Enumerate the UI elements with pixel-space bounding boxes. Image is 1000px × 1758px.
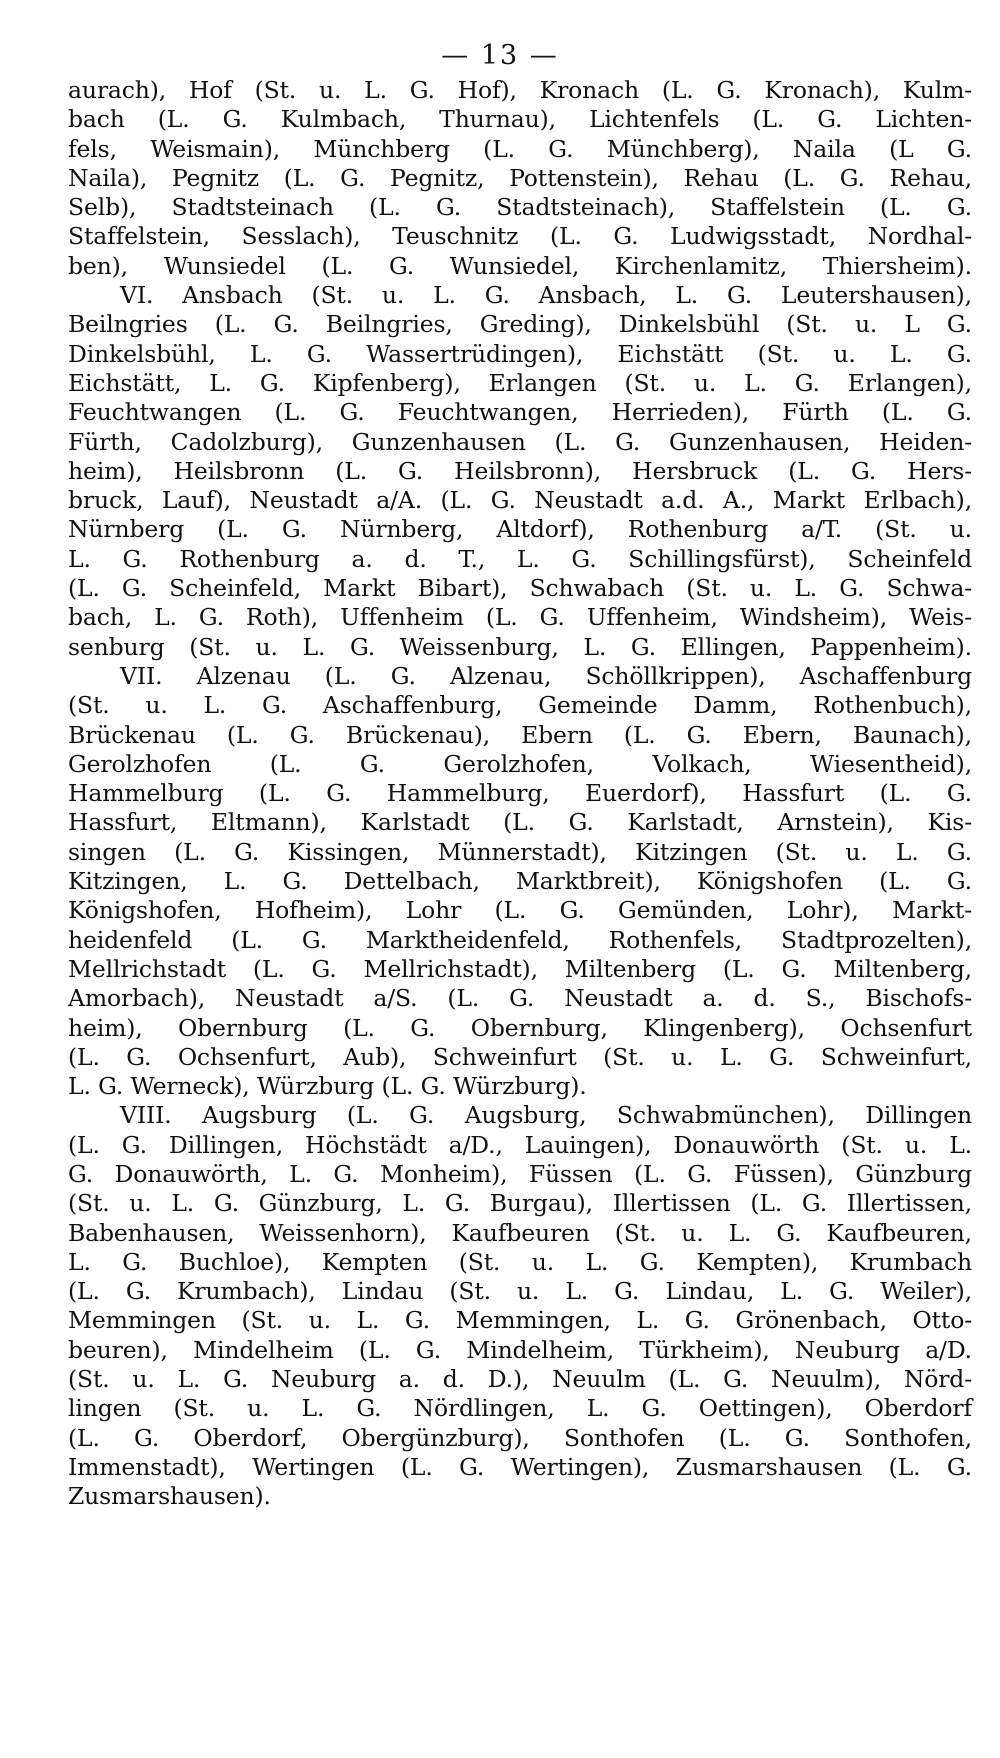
text-line: Zusmarshausen). — [68, 1482, 271, 1511]
text-line: Gerolzhofen (L. G. Gerolzhofen, Volkach, Wiesentheid), — [68, 749, 972, 778]
text-line: fels, Weismain), Münchberg (L. G. Münchberg), Naila (L G. — [68, 134, 972, 163]
text-line: Amorbach), Neustadt a/S. (L. G. Neustadt a. d. S., Bischofs- — [68, 984, 972, 1013]
text-line: VI. Ansbach (St. u. L. G. Ansbach, L. G. Leutershausen), — [120, 281, 972, 310]
text-line: (St. u. L. G. Neuburg a. d. D.), Neuulm (L. G. Neuulm), Nörd- — [68, 1365, 972, 1394]
text-line: Memmingen (St. u. L. G. Memmingen, L. G. Grönenbach, Otto- — [68, 1306, 972, 1335]
text-line: Selb), Stadtsteinach (L. G. Stadtsteinach), Staffelstein (L. G. — [68, 193, 972, 222]
text-line: (L. G. Dillingen, Höchstädt a/D., Lauingen), Donauwörth (St. u. L. — [68, 1130, 972, 1159]
text-line: ben), Wunsiedel (L. G. Wunsiedel, Kirchenlamitz, Thiersheim). — [68, 251, 972, 280]
text-line: aurach), Hof (St. u. L. G. Hof), Kronach (L. G. Kronach), Kulm- — [68, 76, 972, 104]
text-line: Staffelstein, Sesslach), Teuschnitz (L. G. Ludwigsstadt, Nordhal- — [68, 222, 972, 251]
text-line: Feuchtwangen (L. G. Feuchtwangen, Herrieden), Fürth (L. G. — [68, 398, 972, 427]
text-line: heidenfeld (L. G. Marktheidenfeld, Rothenfels, Stadtprozelten), — [68, 925, 972, 954]
text-line: (L. G. Scheinfeld, Markt Bibart), Schwabach (St. u. L. G. Schwa- — [68, 574, 972, 603]
text-line: singen (L. G. Kissingen, Münnerstadt), Kitzingen (St. u. L. G. — [68, 837, 972, 866]
text-line: (St. u. L. G. Günzburg, L. G. Burgau), Illertissen (L. G. Illertissen, — [68, 1189, 972, 1218]
text-line: lingen (St. u. L. G. Nördlingen, L. G. Oettingen), Oberdorf — [68, 1394, 972, 1423]
text-line: (L. G. Ochsenfurt, Aub), Schweinfurt (St. u. L. G. Schweinfurt, — [68, 1042, 972, 1071]
text-line: Brückenau (L. G. Brückenau), Ebern (L. G. Ebern, Baunach), — [68, 720, 972, 749]
text-line: Babenhausen, Weissenhorn), Kaufbeuren (St. u. L. G. Kaufbeuren, — [68, 1218, 972, 1247]
text-line: L. G. Buchloe), Kempten (St. u. L. G. Kempten), Krumbach — [68, 1247, 972, 1276]
text-line: Fürth, Cadolzburg), Gunzenhausen (L. G. Gunzenhausen, Heiden- — [68, 427, 972, 456]
text-line: Dinkelsbühl, L. G. Wassertrüdingen), Eichstätt (St. u. L. G. — [68, 339, 972, 368]
text-line: Immenstadt), Wertingen (L. G. Wertingen), Zusmarshausen (L. G. — [68, 1452, 972, 1481]
text-line: VIII. Augsburg (L. G. Augsburg, Schwabmünchen), Dillingen — [120, 1101, 972, 1130]
text-line: Beilngries (L. G. Beilngries, Greding), Dinkelsbühl (St. u. L G. — [68, 310, 972, 339]
text-line: bruck, Lauf), Neustadt a/A. (L. G. Neustadt a.d. A., Markt Erlbach), — [68, 486, 972, 515]
text-line: (St. u. L. G. Aschaffenburg, Gemeinde Damm, Rothenbuch), — [68, 691, 972, 720]
text-line: Naila), Pegnitz (L. G. Pegnitz, Pottenstein), Rehau (L. G. Rehau, — [68, 163, 972, 192]
text-line: Mellrichstadt (L. G. Mellrichstadt), Miltenberg (L. G. Miltenberg, — [68, 954, 972, 983]
text-line: Kitzingen, L. G. Dettelbach, Marktbreit), Königshofen (L. G. — [68, 867, 972, 896]
text-line: L. G. Werneck), Würzburg (L. G. Würzburg). — [68, 1072, 587, 1101]
text-line: bach (L. G. Kulmbach, Thurnau), Lichtenfels (L. G. Lichten- — [68, 105, 972, 134]
text-line: Hammelburg (L. G. Hammelburg, Euerdorf), Hassfurt (L. G. — [68, 779, 972, 808]
text-line: Hassfurt, Eltmann), Karlstadt (L. G. Karlstadt, Arnstein), Kis- — [68, 808, 972, 837]
text-line: beuren), Mindelheim (L. G. Mindelheim, Türkheim), Neuburg a/D. — [68, 1335, 972, 1364]
text-line: (L. G. Oberdorf, Obergünzburg), Sonthofen (L. G. Sonthofen, — [68, 1423, 972, 1452]
text-line: heim), Obernburg (L. G. Obernburg, Klingenberg), Ochsenfurt — [68, 1013, 972, 1042]
text-line: VII. Alzenau (L. G. Alzenau, Schöllkrippen), Aschaffenburg — [120, 661, 972, 690]
text-line: Eichstätt, L. G. Kipfenberg), Erlangen (St. u. L. G. Erlangen), — [68, 368, 972, 397]
text-line: Königshofen, Hofheim), Lohr (L. G. Gemünden, Lohr), Markt- — [68, 896, 972, 925]
text-line: heim), Heilsbronn (L. G. Heilsbronn), Hersbruck (L. G. Hers- — [68, 456, 972, 485]
text-line: L. G. Rothenburg a. d. T., L. G. Schillingsfürst), Scheinfeld — [68, 544, 972, 573]
body-text — [68, 76, 972, 1512]
text-line: (L. G. Krumbach), Lindau (St. u. L. G. Lindau, L. G. Weiler), — [68, 1277, 972, 1306]
text-line: Nürnberg (L. G. Nürnberg, Altdorf), Rothenburg a/T. (St. u. — [68, 515, 972, 544]
text-line: bach, L. G. Roth), Uffenheim (L. G. Uffenheim, Windsheim), Weis- — [68, 603, 972, 632]
page-number: — 13 — — [441, 40, 559, 71]
text-line: senburg (St. u. L. G. Weissenburg, L. G. Ellingen, Pappenheim). — [68, 632, 972, 661]
text-line: G. Donauwörth, L. G. Monheim), Füssen (L. G. Füssen), Günzburg — [68, 1159, 972, 1188]
